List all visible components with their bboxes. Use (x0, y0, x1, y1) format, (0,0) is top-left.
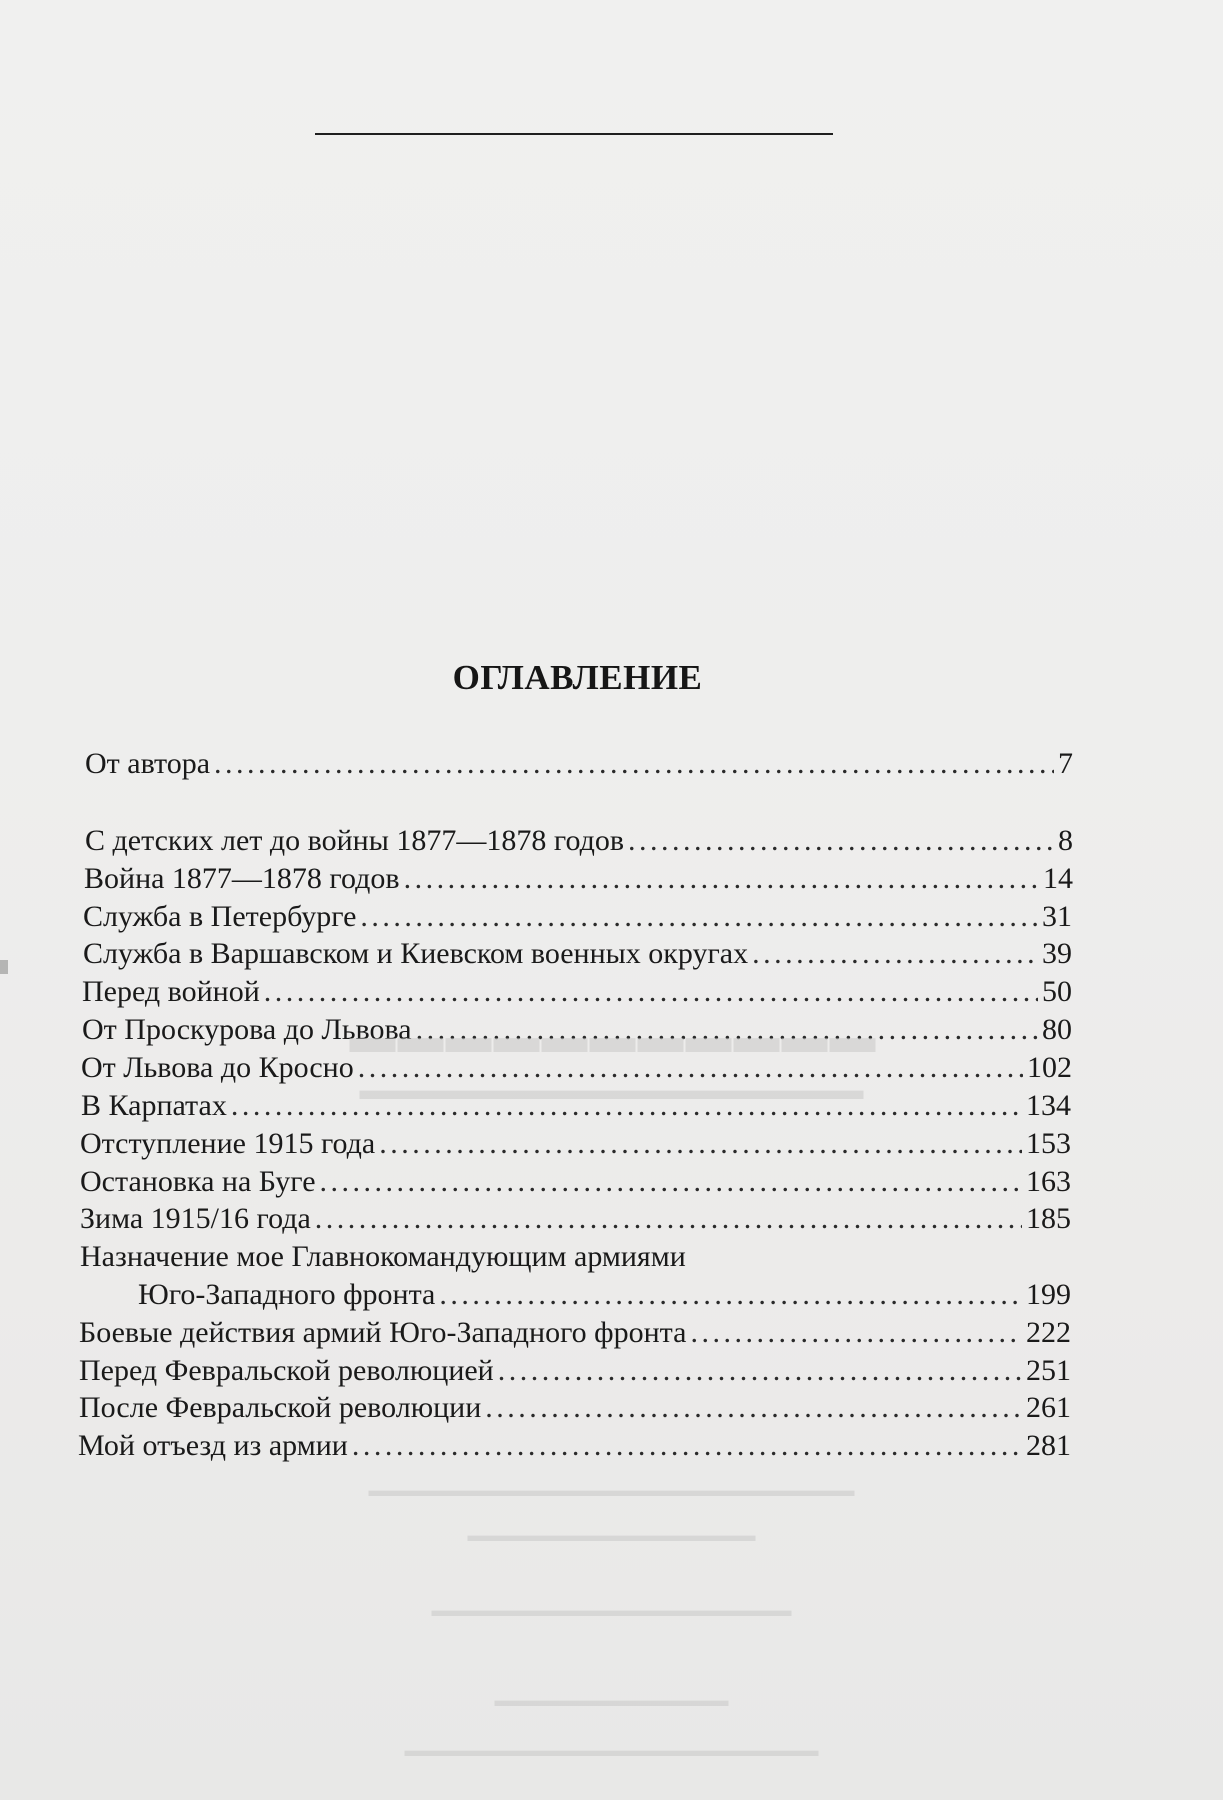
toc-entry[interactable] (84, 861, 1073, 897)
dot-leader (214, 746, 1054, 782)
toc-entry-title: Остановка на Буге (80, 1165, 316, 1198)
toc-entry-title: Служба в Варшавском и Киевском военных округах (83, 937, 749, 970)
toc-entry-title: Перед Февральской революцией (79, 1354, 494, 1387)
toc-entry-page: 251 (1026, 1354, 1071, 1387)
toc-entry-title: Война 1877—1878 годов (84, 862, 400, 895)
dot-leader (690, 1315, 1022, 1351)
toc-entry-page: 185 (1026, 1202, 1071, 1235)
toc-entry[interactable] (79, 1315, 1071, 1351)
toc-entry-title: Юго-Западного фронта (138, 1278, 436, 1311)
dot-leader (752, 936, 1038, 972)
bleed-text-block: ▬▬▬▬▬▬▬▬▬▬▬▬▬▬▬▬▬▬▬▬▬▬▬▬▬▬▬ (368, 1480, 855, 1500)
toc-entry[interactable] (80, 1164, 1071, 1200)
toc-entry[interactable] (80, 1201, 1071, 1237)
bleed-text-block: ▬▬▬▬▬▬▬▬▬▬▬▬▬▬▬▬▬▬▬▬ (431, 1600, 792, 1620)
toc-entry-page: 8 (1058, 824, 1073, 857)
toc-entry-page: 153 (1026, 1127, 1071, 1160)
toc-entry-title: После Февральской революции (79, 1391, 482, 1424)
bleed-text-block: ▬▬▬▬▬▬▬▬▬▬▬▬▬▬▬▬▬▬ (359, 1075, 864, 1106)
toc-entry[interactable] (85, 823, 1073, 859)
toc-entry[interactable] (83, 899, 1072, 935)
toc-entry-page: 50 (1042, 975, 1072, 1008)
toc-entry-title: Зима 1915/16 года (80, 1202, 311, 1235)
toc-entry-page: 222 (1026, 1316, 1071, 1349)
bleed-text-block: ▬▬▬▬▬▬▬▬▬▬▬ (347, 1011, 876, 1062)
toc-entry-page: 14 (1043, 862, 1073, 895)
toc-entry[interactable] (138, 1277, 1071, 1313)
toc-entry-title: От автора (85, 747, 211, 780)
dot-leader (404, 861, 1039, 897)
toc-entry-page: 163 (1026, 1165, 1071, 1198)
toc-entry-title: Перед войной (82, 975, 260, 1008)
toc-entry[interactable] (79, 1353, 1071, 1389)
toc-entry-title: Служба в Петербурге (83, 900, 357, 933)
toc-entry[interactable] (80, 1126, 1071, 1162)
toc-entry-title: В Карпатах (81, 1089, 227, 1122)
toc-entry-title: Мой отъезд из армии (78, 1429, 348, 1462)
bleed-text-block: ▬▬▬▬▬▬▬▬▬▬▬▬▬ (494, 1690, 729, 1710)
toc-entry[interactable] (79, 1390, 1071, 1426)
dot-leader (485, 1390, 1022, 1426)
toc-entry[interactable] (85, 746, 1073, 782)
dot-leader (315, 1201, 1022, 1237)
toc-entry-page: 281 (1026, 1429, 1071, 1462)
toc-entry[interactable] (83, 936, 1072, 972)
toc-entry-page: 80 (1042, 1013, 1072, 1046)
toc-entry[interactable] (82, 974, 1072, 1010)
dot-leader (379, 1126, 1022, 1162)
toc-entry-title[interactable]: Назначение мое Главнокомандующим армиями (80, 1240, 686, 1273)
toc-entry-page: 199 (1026, 1278, 1071, 1311)
dot-leader (360, 899, 1038, 935)
toc-entry-page: 261 (1026, 1391, 1071, 1424)
toc-entry-title: От Львова до Кросно (81, 1051, 354, 1084)
toc-entry[interactable] (78, 1428, 1071, 1464)
toc-entry-title: Отступление 1915 года (80, 1127, 376, 1160)
header-rule (315, 133, 833, 135)
dot-leader (264, 974, 1038, 1010)
page-edge-mark (0, 960, 8, 974)
toc-entry-title: Боевые действия армий Юго-Западного фронта (79, 1316, 687, 1349)
dot-leader (628, 823, 1054, 859)
toc-entry-page: 134 (1026, 1089, 1071, 1122)
bleed-text-block: ▬▬▬▬▬▬▬▬▬▬▬▬▬▬▬▬ (467, 1525, 756, 1545)
toc-heading: ОГЛАВЛЕНИЕ (452, 658, 703, 697)
toc-entry-page: 7 (1058, 747, 1073, 780)
toc-entry-page: 39 (1042, 937, 1072, 970)
toc-entry-page: 31 (1042, 900, 1072, 933)
toc-entry-title: От Проскурова до Львова (82, 1013, 412, 1046)
bleed-text-block: ▬▬▬▬▬▬▬▬▬▬▬▬▬▬▬▬▬▬▬▬▬▬▬ (404, 1740, 819, 1760)
toc-entry-title: С детских лет до войны 1877—1878 годов (85, 824, 625, 857)
dot-leader (352, 1428, 1022, 1464)
dot-leader (320, 1164, 1022, 1200)
dot-leader (498, 1353, 1022, 1389)
dot-leader (439, 1277, 1022, 1313)
toc-entry-page: 102 (1027, 1051, 1072, 1084)
